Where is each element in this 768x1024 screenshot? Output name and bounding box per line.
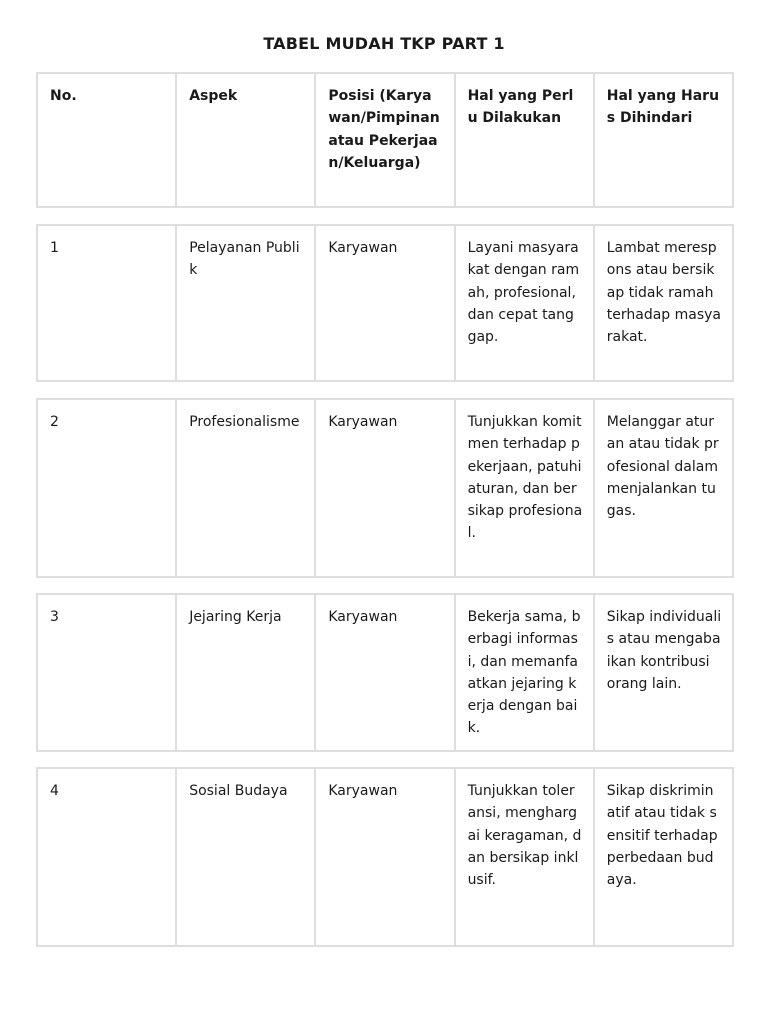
header-row	[37, 73, 733, 207]
cell-aspek: Pelayanan Publik	[176, 225, 315, 381]
cell-posisi: Karyawan	[315, 399, 454, 577]
cell-dilakukan: Tunjukkan toleransi, menghargai keragaman, dan bersikap inklusif.	[455, 768, 594, 946]
cell-aspek: Sosial Budaya	[176, 768, 315, 946]
cell-aspek: Profesionalisme	[176, 399, 315, 577]
table-row	[36, 224, 734, 382]
cell-no: 1	[37, 225, 176, 381]
cell-posisi: Karyawan	[315, 768, 454, 946]
cell-dilakukan: Bekerja sama, berbagi informasi, dan memanfaatkan jejaring kerja dengan baik.	[455, 594, 594, 751]
table-row	[36, 767, 734, 947]
cell-no: 4	[37, 768, 176, 946]
header-no: No.	[37, 73, 176, 207]
table-header	[36, 72, 734, 208]
cell-dihindari: Lambat merespons atau bersikap tidak ramah terhadap masyarakat.	[594, 225, 733, 381]
cell-no: 2	[37, 399, 176, 577]
header-dihindari: Hal yang Harus Dihindari	[594, 73, 733, 207]
cell-dihindari: Sikap diskriminatif atau tidak sensitif terhadap perbedaan budaya.	[594, 768, 733, 946]
cell-posisi: Karyawan	[315, 594, 454, 751]
cell-aspek: Jejaring Kerja	[176, 594, 315, 751]
cell-no: 3	[37, 594, 176, 751]
header-aspek: Aspek	[176, 73, 315, 207]
header-posisi: Posisi (Karyawan/Pimpinan atau Pekerjaan/Keluarga)	[315, 73, 454, 207]
table-row	[36, 398, 734, 578]
cell-dihindari: Melanggar aturan atau tidak profesional dalam menjalankan tugas.	[594, 399, 733, 577]
cell-posisi: Karyawan	[315, 225, 454, 381]
cell-dilakukan: Layani masyarakat dengan ramah, profesional, dan cepat tanggap.	[455, 225, 594, 381]
cell-dihindari: Sikap individualis atau mengabaikan kontribusi orang lain.	[594, 594, 733, 751]
document-title: TABEL MUDAH TKP PART 1	[263, 34, 505, 53]
header-dilakukan: Hal yang Perlu Dilakukan	[455, 73, 594, 207]
table-row	[36, 593, 734, 752]
cell-dilakukan: Tunjukkan komitmen terhadap pekerjaan, patuhi aturan, dan bersikap profesional.	[455, 399, 594, 577]
